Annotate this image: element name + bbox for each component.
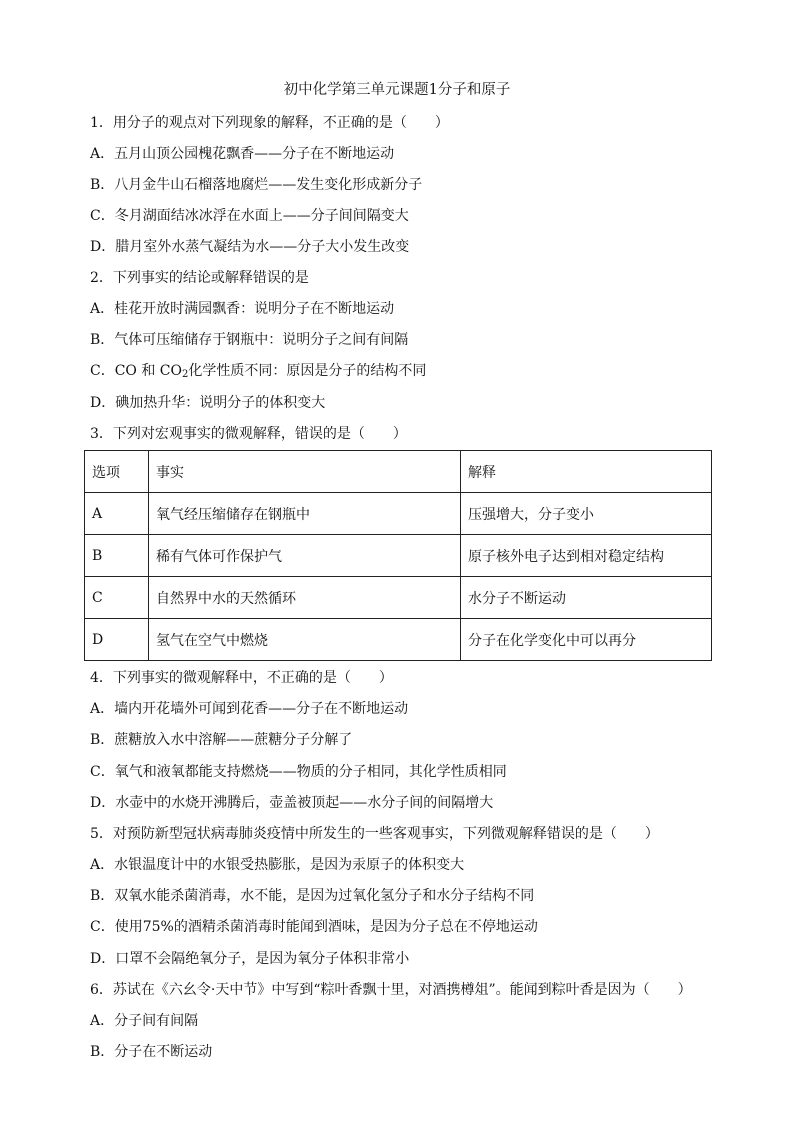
- table-row: [85, 577, 712, 619]
- table-header-row: [85, 451, 712, 493]
- question-1-option-c: C．冬月湖面结冰冰浮在水面上——分子间间隔变大: [90, 208, 409, 224]
- table-row: [85, 619, 712, 661]
- question-1-option-b: B．八月金牛山石榴落地腐烂——发生变化形成新分子: [90, 177, 423, 193]
- table-cell-explanation: 水分子不断运动: [461, 577, 712, 619]
- page-title: 初中化学第三单元课题1分子和原子: [283, 82, 511, 98]
- question-1-option-a: A．五月山顶公园槐花飘香——分子在不断地运动: [90, 146, 395, 162]
- question-5-option-b: B．双氧水能杀菌消毒，水不能，是因为过氧化氢分子和水分子结构不同: [90, 888, 535, 904]
- table-header-option: 选项: [85, 451, 149, 493]
- question-6-option-a: A．分子间有间隔: [90, 1013, 199, 1029]
- table-header-fact: 事实: [149, 451, 461, 493]
- table-cell-option: C: [85, 577, 149, 619]
- question-2-option-b: B．气体可压缩储存于钢瓶中：说明分子之间有间隔: [90, 332, 409, 348]
- question-2-option-c-suffix: 化学性质不同：原因是分子的结构不同: [188, 363, 427, 379]
- question-5-option-c: C．使用75%的酒精杀菌消毒时能闻到酒味，是因为分子总在不停地运动: [90, 919, 538, 935]
- question-4-option-d: D．水壶中的水烧开沸腾后，壶盖被顶起——水分子间的间隔增大: [90, 795, 494, 811]
- table-cell-explanation: 分子在化学变化中可以再分: [461, 619, 712, 661]
- question-6-stem: 6．苏试在《六幺令·天中节》中写到“粽叶香飘十里，对酒携樽俎”。能闻到粽叶香是因为（ ）: [90, 982, 692, 998]
- question-5-option-d: D．口罩不会隔绝氧分子，是因为氧分子体积非常小: [90, 951, 410, 967]
- table-cell-option: B: [85, 535, 149, 577]
- question-5-option-a: A．水银温度计中的水银受热膨胀，是因为汞原子的体积变大: [90, 857, 465, 873]
- question-3-table: [84, 450, 712, 661]
- question-4-option-c: C．氧气和液氧都能支持燃烧——物质的分子相同，其化学性质相同: [90, 764, 507, 780]
- table-row: [85, 493, 712, 535]
- question-2-option-a: A．桂花开放时满园飘香：说明分子在不断地运动: [90, 301, 395, 317]
- question-6-option-b: B．分子在不断运动: [90, 1044, 213, 1060]
- table-cell-fact: 氢气在空气中燃烧: [149, 619, 461, 661]
- table-cell-fact: 氧气经压缩储存在钢瓶中: [149, 493, 461, 535]
- question-3-stem: 3．下列对宏观事实的微观解释，错误的是（ ）: [90, 426, 407, 442]
- question-5-stem: 5．对预防新型冠状病毒肺炎疫情中所发生的一些客观事实，下列微观解释错误的是（ ）: [90, 826, 659, 842]
- question-4-option-b: B．蔗糖放入水中溶解——蔗糖分子分解了: [90, 732, 353, 748]
- question-2-option-c-prefix: C．CO 和 CO: [90, 363, 182, 379]
- question-2-option-c: [90, 361, 730, 381]
- question-2-option-c-subscript: 2: [182, 369, 189, 380]
- question-4-stem: 4．下列事实的微观解释中，不正确的是（ ）: [90, 670, 393, 686]
- question-1-option-d: D．腊月室外水蒸气凝结为水——分子大小发生改变: [90, 239, 410, 255]
- question-4-option-a: A．墙内开花墙外可闻到花香——分子在不断地运动: [90, 701, 409, 717]
- table-row: [85, 535, 712, 577]
- table-cell-option: A: [85, 493, 149, 535]
- table-cell-explanation: 压强增大，分子变小: [461, 493, 712, 535]
- table-cell-fact: 自然界中水的天然循环: [149, 577, 461, 619]
- table-cell-option: D: [85, 619, 149, 661]
- question-2-option-d: D．碘加热升华：说明分子的体积变大: [90, 395, 326, 411]
- question-2-stem: 2．下列事实的结论或解释错误的是: [90, 270, 309, 286]
- table-cell-fact: 稀有气体可作保护气: [149, 535, 461, 577]
- table-cell-explanation: 原子核外电子达到相对稳定结构: [461, 535, 712, 577]
- question-1-stem: 1．用分子的观点对下列现象的解释，不正确的是（ ）: [90, 115, 449, 131]
- table-header-explanation: 解释: [461, 451, 712, 493]
